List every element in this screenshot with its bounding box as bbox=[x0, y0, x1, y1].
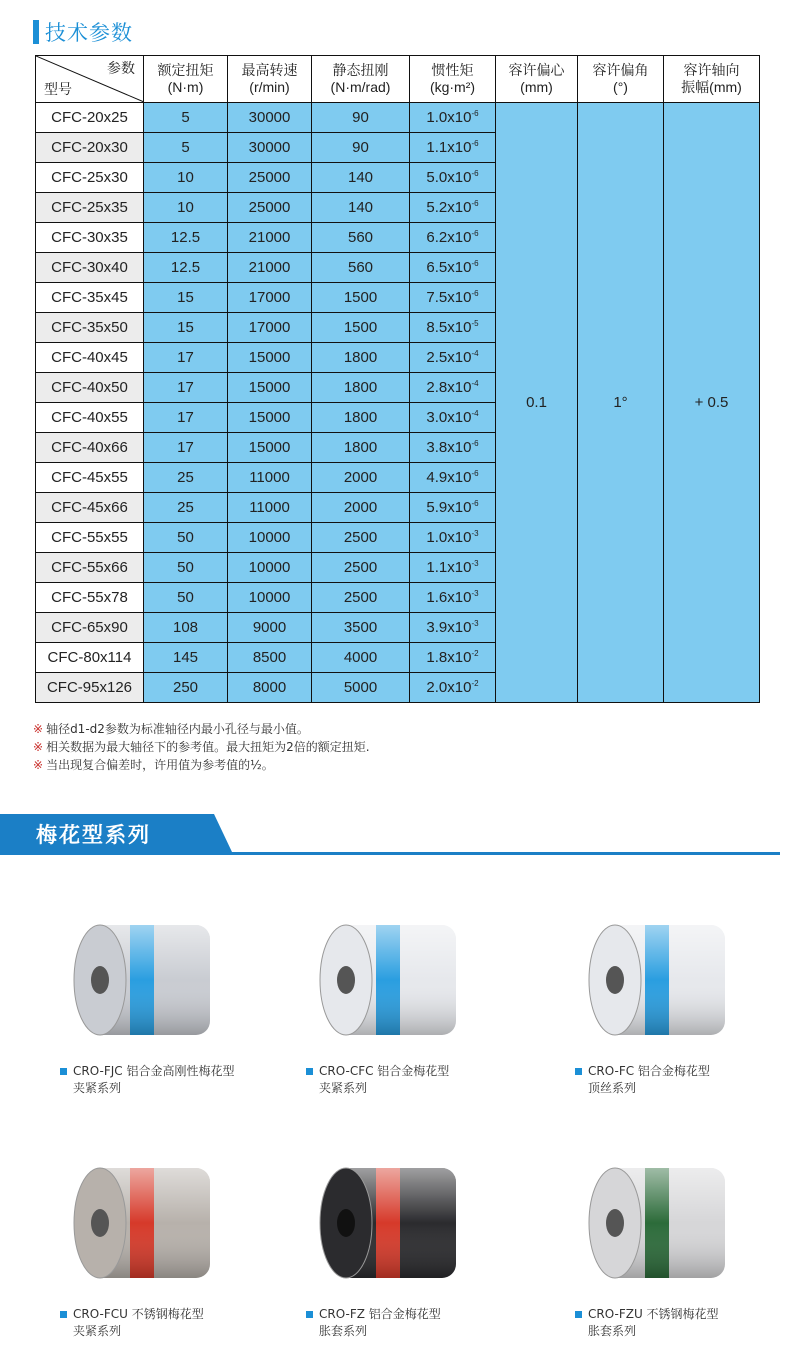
notes bbox=[33, 720, 370, 774]
stiffness-cell: 90 bbox=[312, 103, 410, 133]
title-accent-bar bbox=[33, 20, 39, 44]
torque-cell: 15 bbox=[144, 283, 228, 313]
torque-cell: 12.5 bbox=[144, 223, 228, 253]
note-line: ※ 当出现复合偏差时，许用值为参考值的½。 bbox=[33, 758, 274, 772]
speed-cell: 15000 bbox=[228, 343, 312, 373]
torque-cell: 108 bbox=[144, 613, 228, 643]
speed-cell: 8000 bbox=[228, 673, 312, 703]
inertia-cell: $1.8x10^{-2}$ bbox=[410, 643, 496, 673]
angle-cell: 1° bbox=[578, 103, 664, 703]
model-cell: CFC-80x114 bbox=[36, 643, 144, 673]
torque-cell: 5 bbox=[144, 133, 228, 163]
product-card: CRO-CFC 铝合金梅花型 夹紧系列 bbox=[306, 905, 546, 1097]
model-cell: CFC-40x50 bbox=[36, 373, 144, 403]
stiffness-cell: 1800 bbox=[312, 373, 410, 403]
stiffness-cell: 560 bbox=[312, 253, 410, 283]
stiffness-cell: 2500 bbox=[312, 553, 410, 583]
torque-cell: 5 bbox=[144, 103, 228, 133]
corner-model-label: 型号 bbox=[44, 81, 72, 97]
coupling-photo bbox=[306, 905, 486, 1055]
stiffness-cell: 2500 bbox=[312, 523, 410, 553]
speed-cell: 10000 bbox=[228, 553, 312, 583]
inertia-cell: $3.0x10^{-4}$ bbox=[410, 403, 496, 433]
inertia-cell: $5.0x10^{-6}$ bbox=[410, 163, 496, 193]
col-header-torque: 额定扭矩 (N·m) bbox=[144, 56, 228, 103]
stiffness-cell: 140 bbox=[312, 163, 410, 193]
speed-cell: 21000 bbox=[228, 253, 312, 283]
inertia-cell: $6.2x10^{-6}$ bbox=[410, 223, 496, 253]
table-row bbox=[36, 103, 760, 133]
product-card: CRO-FJC 铝合金高刚性梅花型 夹紧系列 bbox=[60, 905, 300, 1097]
stiffness-cell: 1500 bbox=[312, 283, 410, 313]
model-cell: CFC-30x35 bbox=[36, 223, 144, 253]
speed-cell: 11000 bbox=[228, 463, 312, 493]
model-cell: CFC-45x66 bbox=[36, 493, 144, 523]
speed-cell: 25000 bbox=[228, 193, 312, 223]
stiffness-cell: 2000 bbox=[312, 493, 410, 523]
inertia-cell: $1.1x10^{-6}$ bbox=[410, 133, 496, 163]
stiffness-cell: 1800 bbox=[312, 433, 410, 463]
inertia-cell: $1.0x10^{-6}$ bbox=[410, 103, 496, 133]
stiffness-cell: 140 bbox=[312, 193, 410, 223]
inertia-cell: $5.9x10^{-6}$ bbox=[410, 493, 496, 523]
torque-cell: 10 bbox=[144, 163, 228, 193]
speed-cell: 15000 bbox=[228, 373, 312, 403]
speed-cell: 10000 bbox=[228, 583, 312, 613]
model-cell: CFC-40x45 bbox=[36, 343, 144, 373]
speed-cell: 15000 bbox=[228, 403, 312, 433]
col-header-speed: 最高转速 (r/min) bbox=[228, 56, 312, 103]
torque-cell: 10 bbox=[144, 193, 228, 223]
product-card: CRO-FZ 铝合金梅花型 胀套系列 bbox=[306, 1148, 546, 1340]
spec-table bbox=[35, 55, 760, 703]
stiffness-cell: 1800 bbox=[312, 403, 410, 433]
speed-cell: 8500 bbox=[228, 643, 312, 673]
axial-cell: + 0.5 bbox=[664, 103, 760, 703]
stiffness-cell: 2500 bbox=[312, 583, 410, 613]
inertia-cell: $3.8x10^{-6}$ bbox=[410, 433, 496, 463]
note-line: ※ 相关数据为最大轴径下的参考值。最大扭矩为2倍的额定扭矩. bbox=[33, 740, 370, 754]
model-cell: CFC-35x50 bbox=[36, 313, 144, 343]
product-card: CRO-FZU 不锈钢梅花型 胀套系列 bbox=[575, 1148, 790, 1340]
model-cell: CFC-40x55 bbox=[36, 403, 144, 433]
eccentricity-cell: 0.1 bbox=[496, 103, 578, 703]
section-title bbox=[33, 18, 133, 46]
model-cell: CFC-20x30 bbox=[36, 133, 144, 163]
stiffness-cell: 1500 bbox=[312, 313, 410, 343]
col-header-angle: 容许偏角 (°) bbox=[578, 56, 664, 103]
speed-cell: 15000 bbox=[228, 433, 312, 463]
inertia-cell: $4.9x10^{-6}$ bbox=[410, 463, 496, 493]
stiffness-cell: 5000 bbox=[312, 673, 410, 703]
torque-cell: 50 bbox=[144, 553, 228, 583]
speed-cell: 21000 bbox=[228, 223, 312, 253]
inertia-cell: $6.5x10^{-6}$ bbox=[410, 253, 496, 283]
inertia-cell: $7.5x10^{-6}$ bbox=[410, 283, 496, 313]
torque-cell: 25 bbox=[144, 463, 228, 493]
torque-cell: 17 bbox=[144, 373, 228, 403]
torque-cell: 50 bbox=[144, 583, 228, 613]
model-cell: CFC-65x90 bbox=[36, 613, 144, 643]
model-cell: CFC-55x78 bbox=[36, 583, 144, 613]
stiffness-cell: 3500 bbox=[312, 613, 410, 643]
corner-param-label: 参数 bbox=[107, 60, 135, 76]
model-cell: CFC-55x55 bbox=[36, 523, 144, 553]
torque-cell: 25 bbox=[144, 493, 228, 523]
inertia-cell: $3.9x10^{-3}$ bbox=[410, 613, 496, 643]
inertia-cell: $1.0x10^{-3}$ bbox=[410, 523, 496, 553]
speed-cell: 17000 bbox=[228, 313, 312, 343]
stiffness-cell: 1800 bbox=[312, 343, 410, 373]
model-cell: CFC-25x35 bbox=[36, 193, 144, 223]
col-header-axial: 容许轴向 振幅(mm) bbox=[664, 56, 760, 103]
torque-cell: 17 bbox=[144, 403, 228, 433]
section-title-text: 技术参数 bbox=[45, 21, 133, 45]
note-line: ※ 轴径d1-d2参数为标准轴径内最小孔径与最小值。 bbox=[33, 722, 309, 736]
speed-cell: 10000 bbox=[228, 523, 312, 553]
col-header-eccentricity: 容许偏心 (mm) bbox=[496, 56, 578, 103]
stiffness-cell: 4000 bbox=[312, 643, 410, 673]
model-cell: CFC-30x40 bbox=[36, 253, 144, 283]
coupling-photo bbox=[575, 1148, 755, 1298]
model-cell: CFC-40x66 bbox=[36, 433, 144, 463]
inertia-cell: $2.0x10^{-2}$ bbox=[410, 673, 496, 703]
torque-cell: 17 bbox=[144, 433, 228, 463]
speed-cell: 9000 bbox=[228, 613, 312, 643]
inertia-cell: $8.5x10^{-5}$ bbox=[410, 313, 496, 343]
model-cell: CFC-45x55 bbox=[36, 463, 144, 493]
model-cell: CFC-35x45 bbox=[36, 283, 144, 313]
corner-header bbox=[36, 56, 144, 103]
inertia-cell: $2.8x10^{-4}$ bbox=[410, 373, 496, 403]
model-cell: CFC-20x25 bbox=[36, 103, 144, 133]
stiffness-cell: 90 bbox=[312, 133, 410, 163]
col-header-inertia: 惯性矩 (kg·m²) bbox=[410, 56, 496, 103]
torque-cell: 12.5 bbox=[144, 253, 228, 283]
coupling-photo bbox=[575, 905, 755, 1055]
speed-cell: 25000 bbox=[228, 163, 312, 193]
torque-cell: 15 bbox=[144, 313, 228, 343]
speed-cell: 11000 bbox=[228, 493, 312, 523]
coupling-photo bbox=[306, 1148, 486, 1298]
torque-cell: 50 bbox=[144, 523, 228, 553]
model-cell: CFC-55x66 bbox=[36, 553, 144, 583]
stiffness-cell: 2000 bbox=[312, 463, 410, 493]
table-header-row bbox=[36, 56, 760, 103]
model-cell: CFC-25x30 bbox=[36, 163, 144, 193]
coupling-photo bbox=[60, 905, 240, 1055]
stiffness-cell: 560 bbox=[312, 223, 410, 253]
series-title: 梅花型系列 bbox=[36, 823, 151, 847]
product-card: CRO-FC 铝合金梅花型 顶丝系列 bbox=[575, 905, 790, 1097]
model-cell: CFC-95x126 bbox=[36, 673, 144, 703]
torque-cell: 17 bbox=[144, 343, 228, 373]
torque-cell: 145 bbox=[144, 643, 228, 673]
speed-cell: 17000 bbox=[228, 283, 312, 313]
product-card: CRO-FCU 不锈钢梅花型 夹紧系列 bbox=[60, 1148, 300, 1340]
inertia-cell: $1.1x10^{-3}$ bbox=[410, 553, 496, 583]
speed-cell: 30000 bbox=[228, 133, 312, 163]
inertia-cell: $5.2x10^{-6}$ bbox=[410, 193, 496, 223]
inertia-cell: $2.5x10^{-4}$ bbox=[410, 343, 496, 373]
speed-cell: 30000 bbox=[228, 103, 312, 133]
torque-cell: 250 bbox=[144, 673, 228, 703]
col-header-stiffness: 静态扭刚 (N·m/rad) bbox=[312, 56, 410, 103]
coupling-photo bbox=[60, 1148, 240, 1298]
inertia-cell: $1.6x10^{-3}$ bbox=[410, 583, 496, 613]
